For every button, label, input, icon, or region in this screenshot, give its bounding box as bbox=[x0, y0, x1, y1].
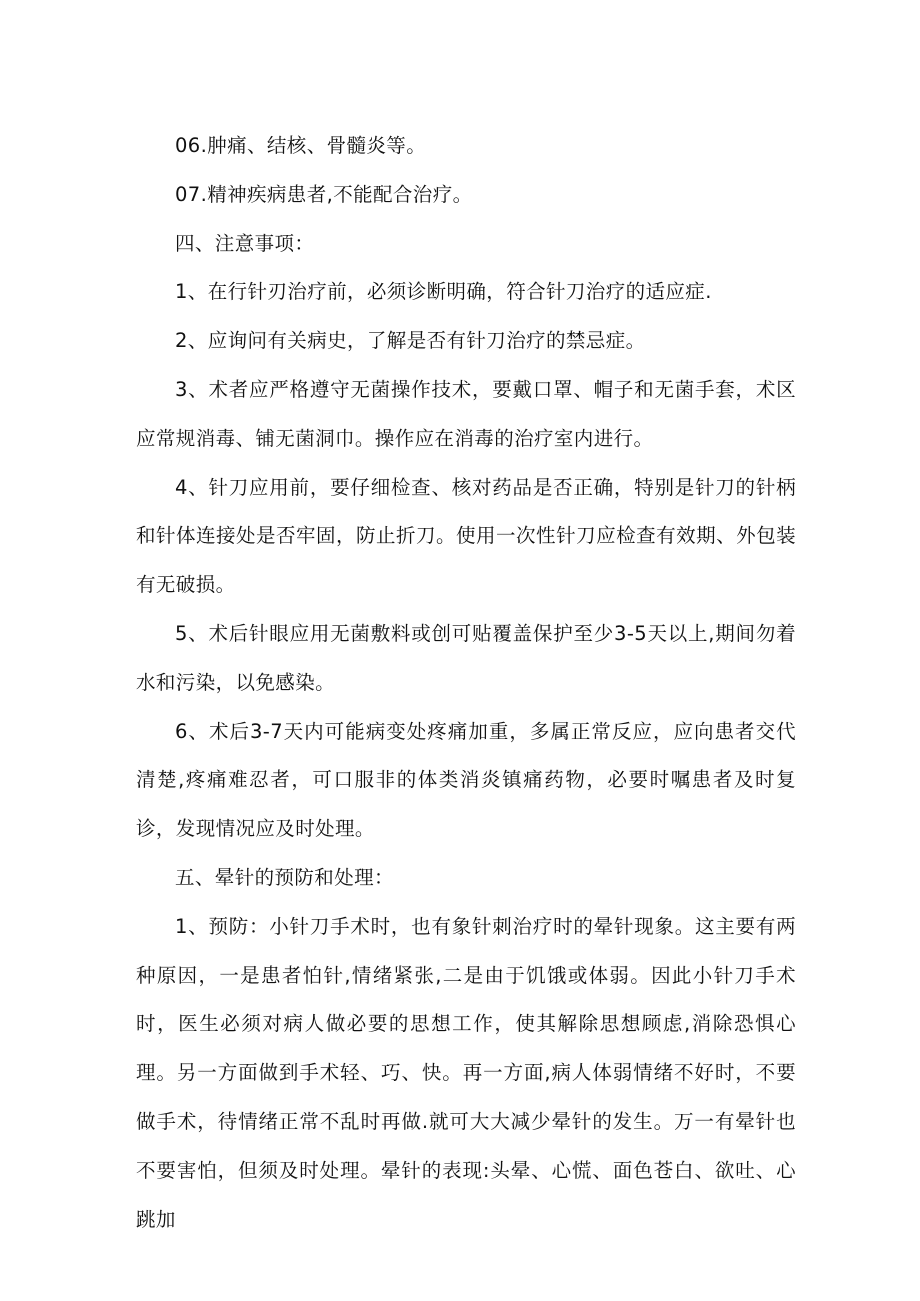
paragraph-precaution-4: 4、针刀应用前，要仔细检查、核对药品是否正确，特别是针刀的针柄和针体连接处是否牢固，防止折刀。使用一次性针刀应检查有效期、外包装有无破损。 bbox=[136, 475, 796, 597]
paragraph-precaution-3: 3、术者应严格遵守无菌操作技术，要戴口罩、帽子和无菌手套，术区应常规消毒、铺无菌洞巾。操作应在消毒的治疗室内进行。 bbox=[136, 377, 796, 450]
section-heading-precautions: 四、注意事项： bbox=[175, 231, 315, 255]
paragraph-precaution-2: 2、应询问有关病史，了解是否有针刀治疗的禁忌症。 bbox=[175, 329, 646, 353]
section-heading-fainting: 五、晕针的预防和处理： bbox=[175, 865, 394, 889]
document-body bbox=[136, 122, 796, 1244]
paragraph-fainting-prevention: 1、预防：小针刀手术时，也有象针刺治疗时的晕针现象。这主要有两种原因，一是患者怕针,情绪紧张,二是由于饥饿或体弱。因此小针刀手术时，医生必须对病人做必要的思想工作，使其解除思想顾虑,消除恐惧心理。另一方面做到手术轻、巧、快。再一方面,病人体弱情绪不好时，不要做手术，待情绪正常不乱时再做.就可大大减少晕针的发生。万一有晕针也不要害怕，但须及时处理。晕针的表现:头晕、心慌、面色苍白、欲吐、心跳加 bbox=[136, 914, 796, 1231]
paragraph-precaution-5: 5、术后针眼应用无菌敷料或创可贴覆盖保护至少3-5天以上,期间勿着水和污染，以免感染。 bbox=[136, 621, 796, 694]
paragraph-precaution-1: 1、在行针刃治疗前，必须诊断明确，符合针刀治疗的适应症. bbox=[175, 280, 712, 304]
paragraph-contraindication-7: 07.精神疾病患者,不能配合治疗。 bbox=[175, 182, 473, 206]
paragraph-contraindication-6: 06.肿痛、结核、骨髓炎等。 bbox=[175, 134, 427, 157]
paragraph-precaution-6: 6、术后3-7天内可能病变处疼痛加重，多属正常反应，应向患者交代清楚,疼痛难忍者，可口服非的体类消炎镇痛药物，必要时嘱患者及时复诊，发现情况应及时处理。 bbox=[136, 719, 796, 841]
